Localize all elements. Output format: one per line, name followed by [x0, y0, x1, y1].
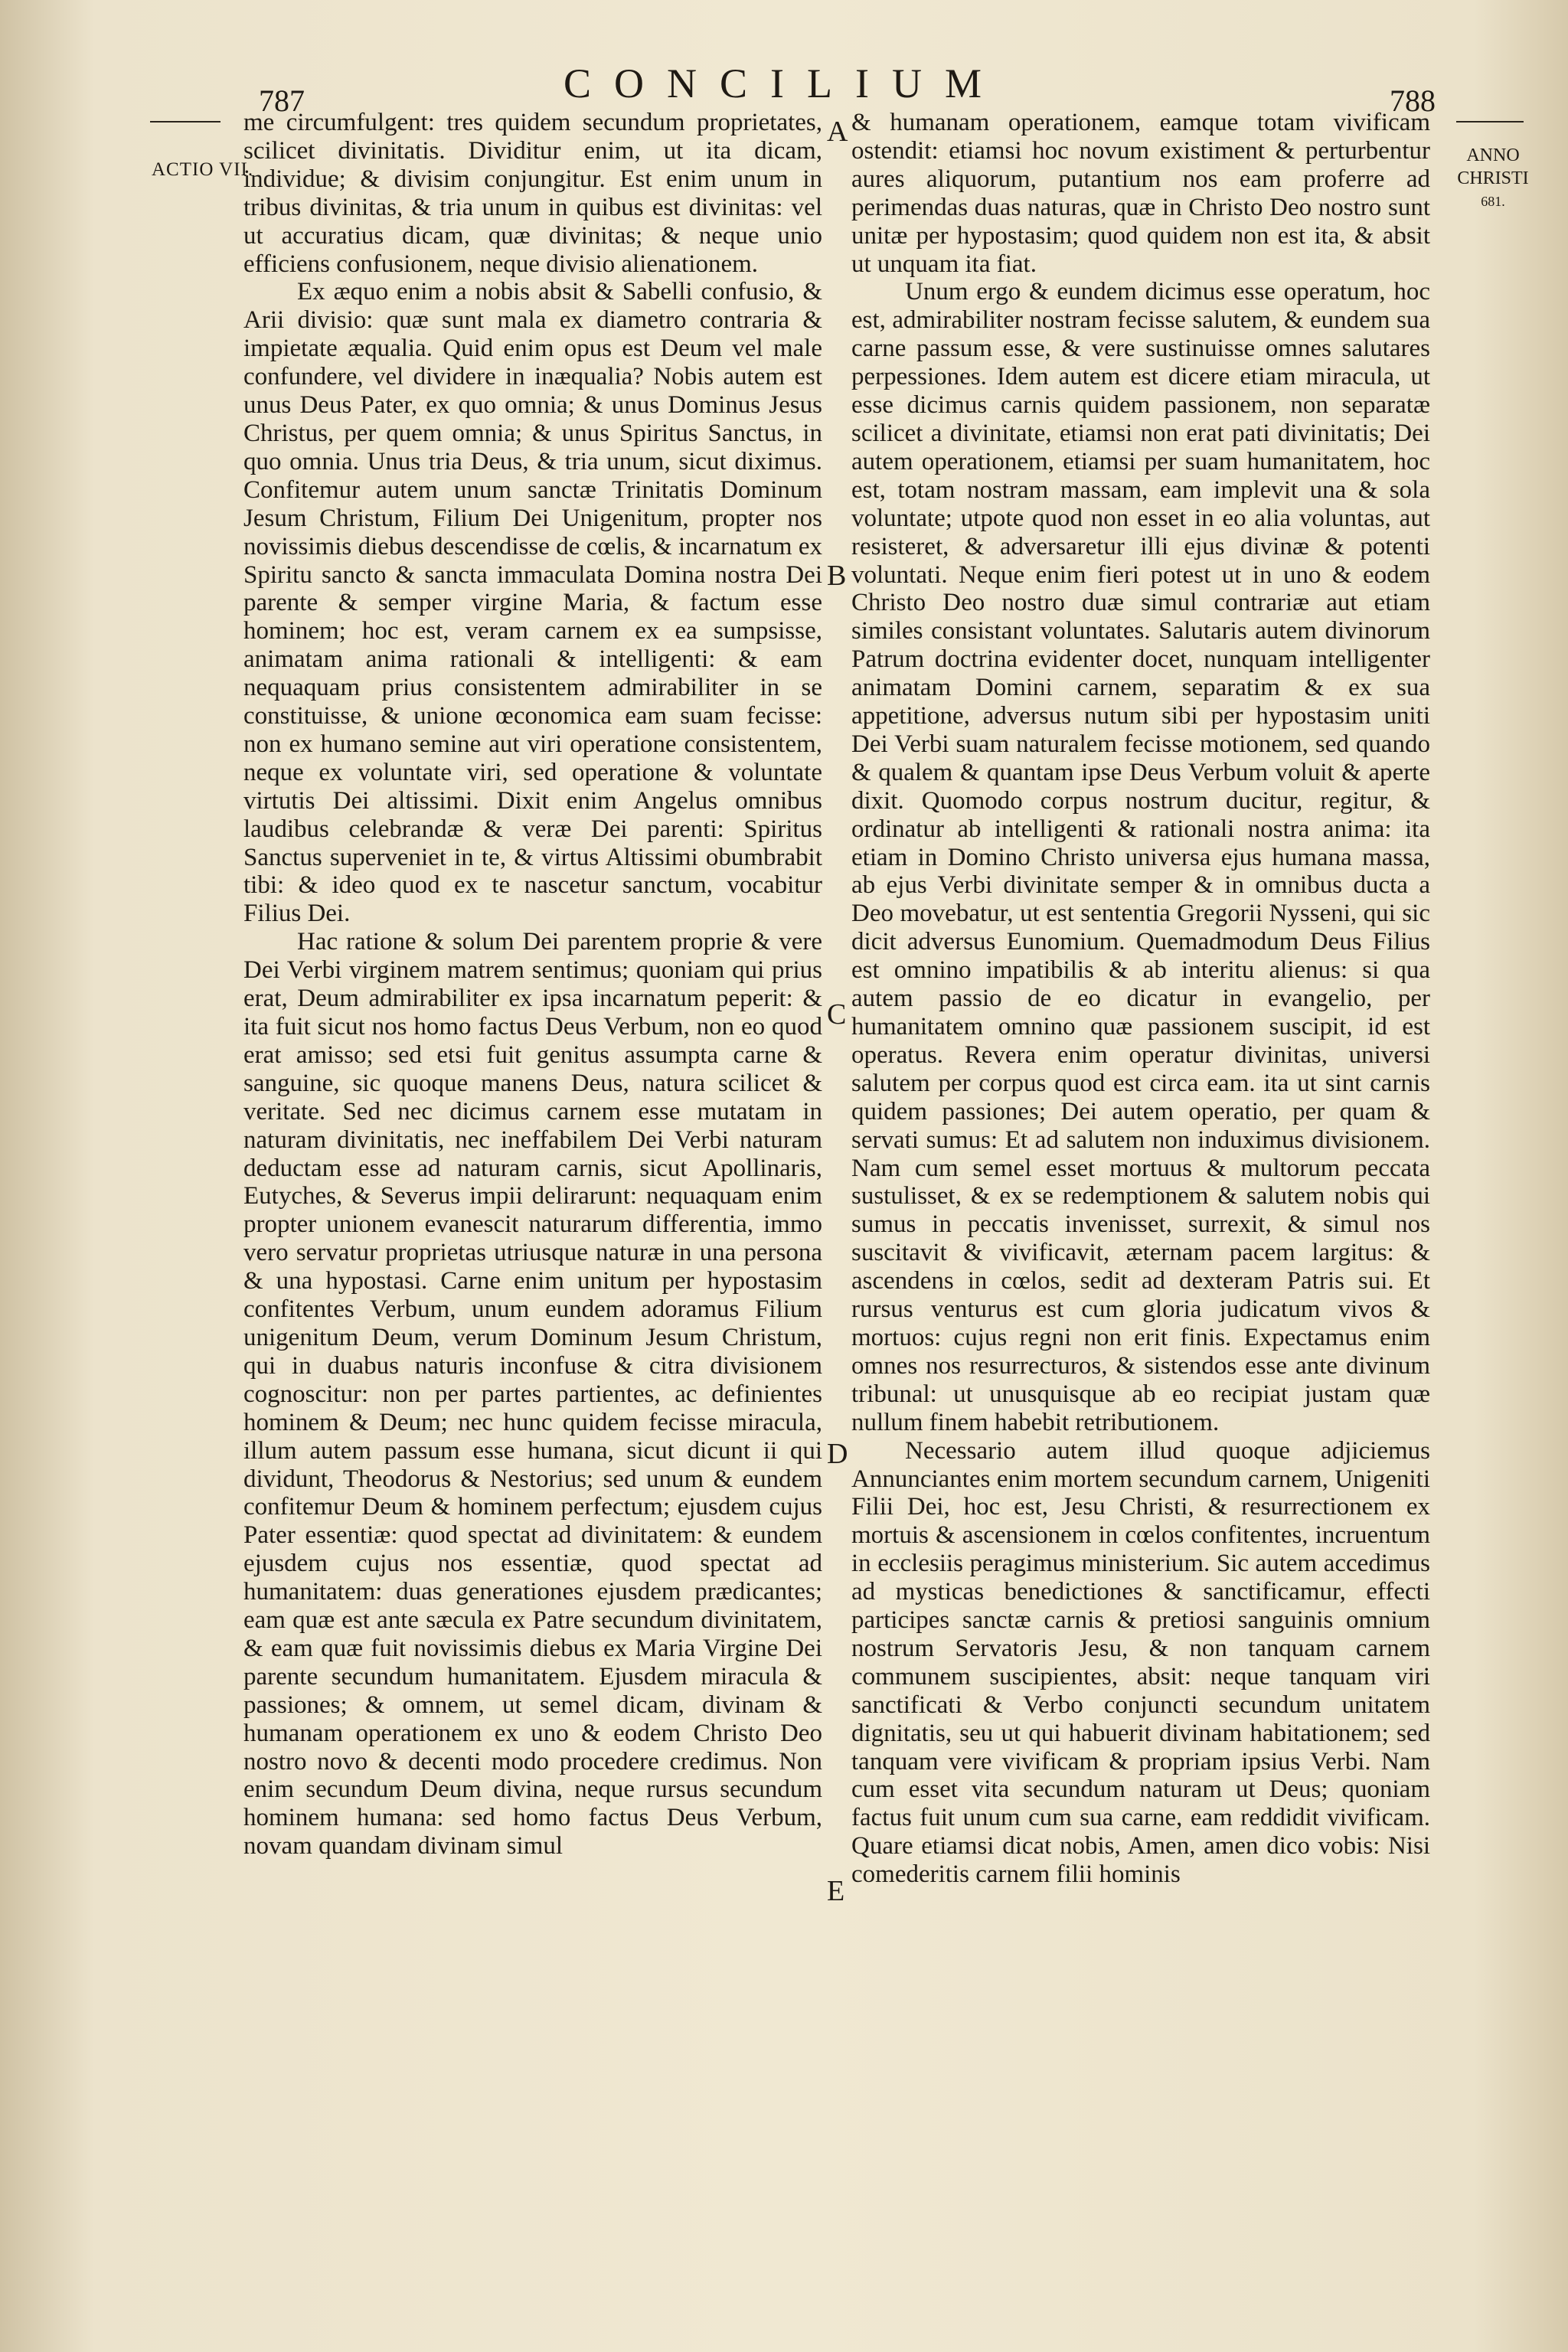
- paragraph: Unum ergo & eundem dicimus esse operatum, hoc est, admirabiliter nostram fecisse salutem, & eundem sua carne passum esse, & vere sustinuisse omnes salutares perpessiones. Idem autem est dicere etiam miracula, ut esse dicimus carnis quidem passionem, non separatæ scilicet a divinitate, etiamsi non erat pati divinitatis; Dei autem operationem, etiamsi per suam humanitatem, hoc est, totam nostram massam, eam implevit una & sola voluntate; utpote quod non esset in eo alia voluntas, aut resisteret, & adversaretur illi ejus divinæ & potenti voluntati. Neque enim fieri potest ut in uno & eodem Christo Deo nostro duæ simul contrariæ aut etiam similes consistant voluntates. Salutaris autem divinorum Patrum doctrina evidenter docet, nunquam intelligenter animatam Domini carnem, separatim & ex sua appetitione, adversus nutum sibi per hypostasim uniti Dei Verbi suam naturalem fecisse motionem, sed quando & qualem & quantam ipse Deus Verbum voluit & aperte dixit. Quomodo corpus nostrum ducitur, regitur, & ordinatur ab intelligenti & rationali nostra anima: ita etiam in Domino Christo universa ejus humana massa, ab ejus Verbi divinitate semper & in omnibus ducta a Deo movebatur, ut est sententia Gregorii Nysseni, qui sic dicit adversus Eunomium. Quemadmodum Deus Filius est omnino impatibilis & ab interitu alienus: si qua autem passio de eo dicatur in evangelio, per humanitatem omnino quæ passionem suscipit, id est operatus. Revera enim operatur divinitas, universi salutem per corpus quod est circa eam. ita ut sint carnis quidem passiones; Dei autem operatio, per quam & servati sumus: Et ad salutem non induximus divisionem. Nam cum semel esset mortuus & multorum peccata sustulisset, & ex se redemptionem & salutem nobis qui sumus in peccatis invenisset, surrexit, & simul nos suscitavit & vivificavit, æternam pacem largitus: & ascendens in cœlos, sedit ad dexteram Patris sui. Et rursus venturus est cum gloria judicatum vivos & mortuos: cujus regni non erit finis. Expectamus enim omnes nos resurrecturos, & sistendos esse ante divinum tribunal: ut unusquisque ab eo recipiat justam quæ nullum finem habebit retributionem.: [851, 278, 1430, 1436]
- paragraph: & humanam operationem, eamque totam vivificam ostendit: etiamsi hoc novum existiment & perturbentur aures aliquorum, putantium nos eam proferre ad perimendas duas naturas, quæ in Christo Deo nostro sunt unitæ per hypostasim; quod quidem non est ita, & absit ut unquam ita fiat.: [851, 109, 1430, 278]
- section-letter-e: E: [827, 1875, 845, 1907]
- text-column-right: [851, 109, 1430, 1889]
- margin-note-anno: [1447, 144, 1539, 213]
- page-number-left: 787: [259, 83, 305, 118]
- margin-anno-year: 681.: [1481, 194, 1505, 209]
- section-letter-b: B: [827, 560, 847, 592]
- paragraph: Hac ratione & solum Dei parentem proprie & vere Dei Verbi virginem matrem sentimus; quoniam qui prius erat, Deum admirabiliter ex ipsa incarnatum peperit: & ita fuit sicut nos homo factus Deus Verbum, non eo quod erat amisso; sed etsi fuit genitus assumpta carne & sanguine, sic quoque manens Deus, natura scilicet & veritate. Sed nec dicimus carnem esse mutatam in naturam divinitatis, nec ineffabilem Dei Verbi naturam deductam esse ad naturam carnis, sicut Apollinaris, Eutyches, & Severus impii delirarunt: nequaquam enim propter unionem evanescit naturarum differentia, immo vero servatur proprietas utriusque naturæ in una persona & una hypostasi. Carne enim unitum per hypostasim confitentes Verbum, unum eundem adoramus Filium unigenitum Deum, verum Dominum Jesum Christum, qui in duabus naturis inconfuse & citra divisionem cognoscitur: non per partes partientes, ac definientes hominem & Deum; nec hunc quidem fecisse miracula, illum autem passum esse humana, sicut dicunt ii qui dividunt, Theodorus & Nestorius; sed unum & eundem confitemur Deum & hominem perfectum; ejusdem cujus Pater essentiæ: quod spectat ad divinitatem: & eundem ejusdem cujus nos essentiæ, quod spectat ad humanitatem: duas generationes ejusdem prædicantes; eam quæ est ante sæcula ex Patre secundum divinitatem, & eam quæ fuit novissimis diebus ex Maria Virgine Dei parente secundum humanitatem. Ejusdem miracula & passiones; & omnem, ut semel dicam, divinam & humanam operationem ex uno & eodem Christo Deo nostro novo & decenti modo procedere credimus. Non enim secundum Deum divina, neque rursus secundum hominem humana: sed homo factus Deus Verbum, novam quandam divinam simul: [243, 928, 822, 1860]
- paragraph: me circumfulgent: tres quidem secundum proprietates, scilicet divinitatis. Dividitur enim, ut ita dicam, individue; & divisim conjungitur. Est enim unum in tribus divinitas, & tria unum in quibus est divinitas: vel ut accuratius dicam, quæ divinitas; & neque unio efficiens confusionem, neque divisio alienationem.: [243, 109, 822, 278]
- paragraph: Ex æquo enim a nobis absit & Sabelli confusio, & Arii divisio: quæ sunt mala ex diametro contraria & impietate æqualia. Quid enim opus est Deum vel male confundere, vel dividere in inæqualia? Nobis autem est unus Deus Pater, ex quo omnia; & unus Dominus Jesus Christus, per quem omnia; & unus Spiritus Sanctus, in quo omnia. Unus tria Deus, & tria unum, sicut diximus. Confitemur autem unum sanctæ Trinitatis Dominum Jesum Christum, Filium Dei Unigenitum, propter nos novissimis diebus descendisse de cœlis, & incarnatum ex Spiritu sancto & sancta immaculata Domina nostra Dei parente & semper virgine Maria, & factum esse hominem; hoc est, veram carnem ex ea sumpsisse, animatam anima rationali & intelligenti: & eam nequaquam prius consistentem admirabiliter in se constituisse, & unione œconomica eam suam fecisse: non ex humano semine aut viri operatione consistentem, neque ex voluntate viri, sed operatione & voluntate virtutis Dei altissimi. Dixit enim Angelus omnibus laudibus celebrandæ & veræ Dei parenti: Spiritus Sanctus superveniet in te, & virtus Altissimi obumbrabit tibi: & ideo quod ex te nascetur sanctum, vocabitur Filius Dei.: [243, 278, 822, 928]
- paragraph: Necessario autem illud quoque adjiciemus Annunciantes enim mortem secundum carnem, Unigeniti Filii Dei, hoc est, Jesu Christi, & resurrectionem ex mortuis & ascensionem in cœlos confitentes, incruentum in ecclesiis peragimus ministerium. Sic autem accedimus ad mysticas benedictiones & sanctificamur, effecti participes sanctæ carnis & pretiosi sanguinis omnium nostrum Servatoris Jesu, & non tanquam carnem communem suscipientes, absit: neque tanquam viri sanctificati & Verbo conjuncti secundum unitatem dignitatis, seu ut qui habuerit divinam habitationem; sed tanquam vere vivificam & propriam ipsius Verbi. Nam cum esset vita secundum naturam ut Deus; quoniam factus fuit unum cum sua carne, eam reddidit vivificam. Quare etiamsi dicat nobis, Amen, amen dico vobis: Nisi comederitis carnem filii hominis: [851, 1436, 1430, 1889]
- section-letter-a: A: [827, 116, 848, 148]
- margin-note-actio: ACTIO VII.: [152, 159, 254, 180]
- margin-anno-line1: ANNO: [1466, 145, 1520, 165]
- page-number-right: 788: [1390, 83, 1436, 118]
- margin-anno-line2: CHRISTI: [1457, 168, 1529, 188]
- running-title: CONCILIUM: [564, 60, 1004, 106]
- section-letter-d: D: [827, 1438, 848, 1470]
- margin-rule-right: [1456, 121, 1524, 122]
- text-column-left: [243, 109, 822, 1860]
- margin-rule-left: [150, 121, 220, 122]
- section-letter-c: C: [827, 998, 847, 1031]
